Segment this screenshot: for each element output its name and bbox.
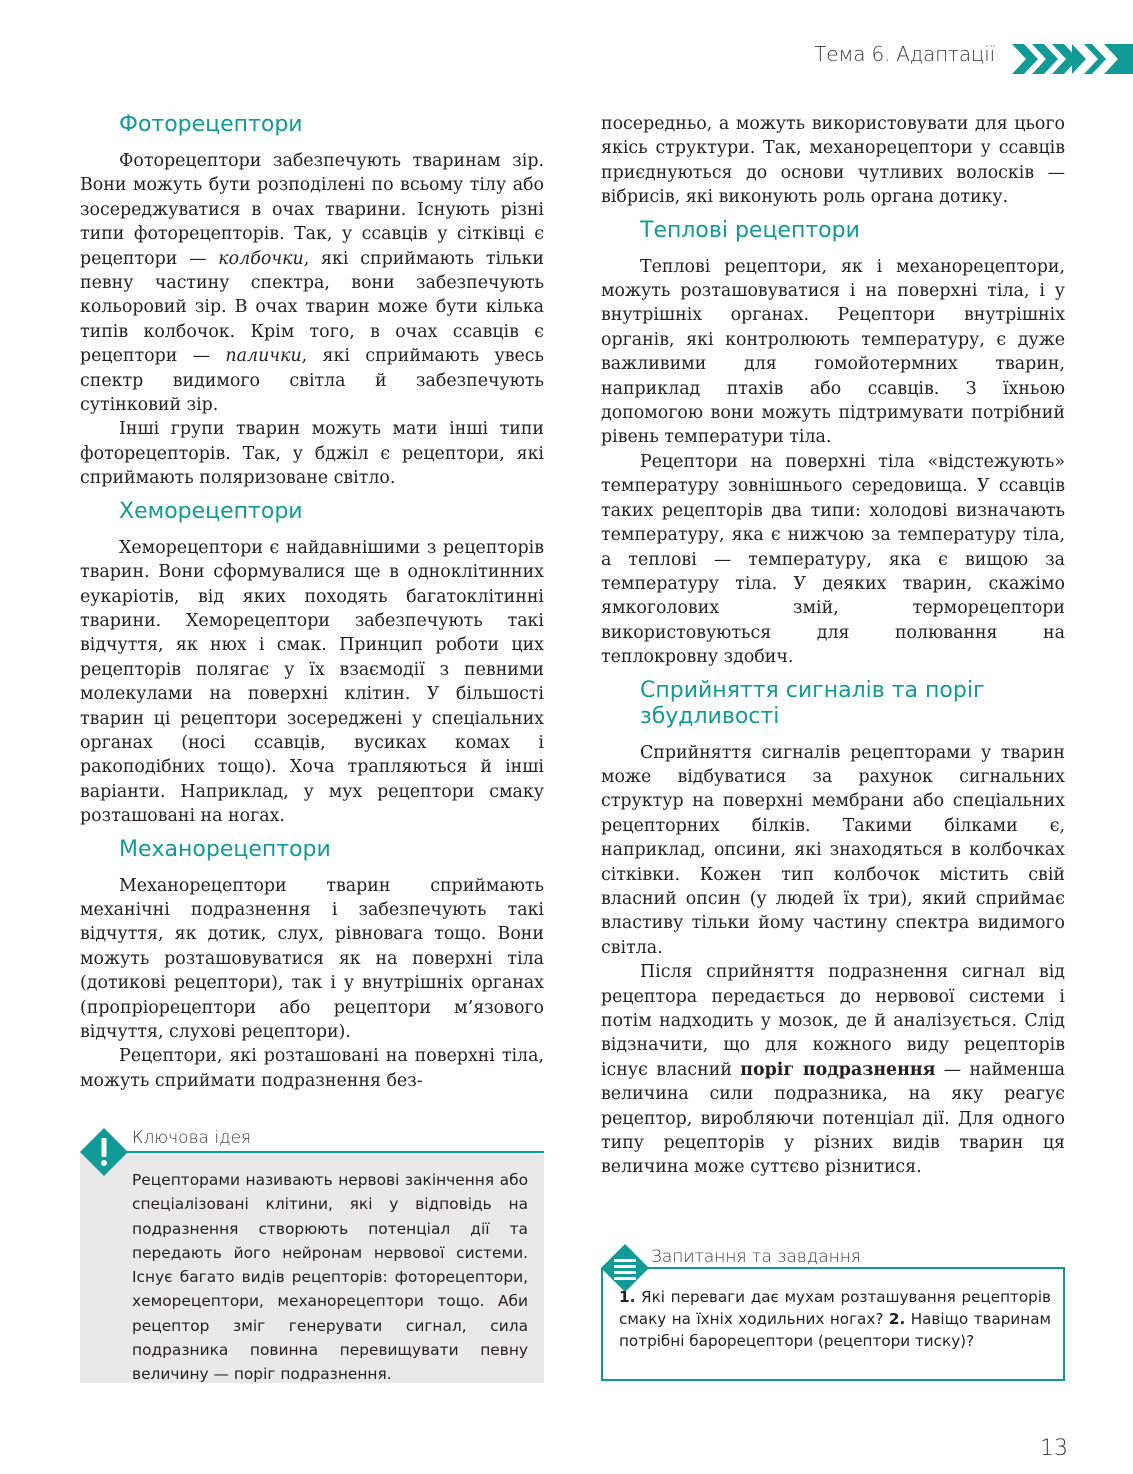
chapter-title: Тема 6. Адаптації: [814, 42, 995, 66]
questions-label: Запитання та завдання: [651, 1247, 861, 1267]
paragraph: Теплові рецептори, як і механорецептори, можуть розташовуватися і на поверхні тіла, і у внутрішніх органах. Рецептори внутрішніх органів, які контролюють температуру, є дуже важливими для гомойотермних тварин, наприклад птахів або ссавців. З їхньою допомогою вони можуть підтримувати потрібний рівень температури тіла.: [601, 256, 1065, 448]
section-heading-mechanoreceptors: Механорецептори: [119, 836, 331, 862]
chevrons-right-icon: [1012, 42, 1133, 76]
section-heading-chemoreceptors: Хеморецептори: [119, 498, 303, 524]
key-idea-text: Рецепторами називають нервові закінчення або спеціалізовані клітини, які у відповідь на подразнення створюють потенціал дії та передають його нейронам нервової системи. Існує багато видів рецепторів: фоторецептори, хеморецептори, механорецептори тощо. Аби рецептор зміг генерувати сигнал, сила подразника повинна перевищувати певну величину — поріг подразнення.: [132, 1171, 528, 1384]
paragraph: Інші групи тварин можуть мати інші типи фоторецепторів. Так, у бджіл є рецептори, які сприймають поляризоване світло.: [80, 419, 544, 489]
paragraph: Сприйняття сигналів рецепторами у тварин може відбуватися за рахунок сигнальних структур на поверхні мембрани або спеціальних рецепторних білків. Такими білками є, наприклад, опсини, які знаходяться в колбочках сітківки. Кожен тип колбочок містить свій власний опсин (у людей їх три), який сприймає властиву тільки йому частину спектра видимого світла.: [601, 742, 1065, 958]
left-column: [80, 112, 544, 1093]
paragraph: Рецептори на поверхні тіла «відстежують» температуру зовнішнього середовища. У ссавців таких рецепторів два типи: холодові визначають температуру, яка є нижчою за температуру тіла, а теплові — температуру, яка є вищою за температуру тіла. У деяких тварин, скажімо ямкоголових змій, терморецептори використовуються для полювання на теплокровну здобич.: [601, 451, 1065, 668]
key-idea-label: Ключова ідея: [132, 1128, 252, 1148]
paragraph: Хеморецептори є найдавнішими з рецепторів тварин. Вони сформувалися ще в одноклітинних еукаріотів, від яких походять багатоклітинні тварини. Хеморецептори забезпечують такі відчуття, як нюх і смак. Принцип роботи цих рецепторів полягає у їх взаємодії з певними молекулами на поверхні клітин. У більшості тварин ці рецептори зосереджені у спеціальних органах (носі ссавців, вусиках комах і ракоподібних тощо). Хоча трапляються й інші варіанти. Наприклад, у мух рецептори смаку розташовані на ногах.: [80, 537, 544, 827]
section-heading-perception: Сприйняття сигналів та поріг збудливості: [640, 677, 985, 729]
questions-text: 1. Які переваги дає мухам розташування рецепторів смаку на їхніх ходильних ногах? 2. Навіщо тваринам потрібні барорецептори (рецептори тиску)?: [619, 1288, 1051, 1350]
questions-rule: [641, 1267, 1065, 1269]
key-idea-rule: [120, 1151, 544, 1153]
paragraph: Рецептори, які розташовані на поверхні тіла, можуть сприймати подразнення без-: [80, 1046, 544, 1091]
section-heading-thermoreceptors: Теплові рецептори: [640, 217, 860, 243]
list-icon: [601, 1244, 649, 1292]
exclamation-icon: [80, 1128, 128, 1176]
key-idea-box: [80, 1128, 544, 1383]
page-number: 13: [1040, 1436, 1068, 1461]
paragraph: Після сприйняття подразнення сигнал від рецептора передається до нервової системи і потім надходить у мозок, де й аналізується. Слід відзначити, що для кожного виду рецепторів існує власний поріг подразнення — найменша величина сили подразника, на яку реагує рецептор, виробляючи потенціал дії. Для одного типу рецепторів у різних видів тварин ця величина може суттєво різнитися.: [601, 962, 1065, 1178]
paragraph: Механорецептори тварин сприймають механічні подразнення і забезпечують такі відчуття, як дотик, слух, рівновага тощо. Вони можуть розташовуватися як на поверхні тіла (дотикові рецептори), так і у внутрішніх органах (пропріорецептори або рецептори м’язового відчуття, слухові рецептори).: [80, 875, 544, 1042]
section-heading-photoreceptors: Фоторецептори: [119, 112, 303, 137]
questions-box: [601, 1244, 1065, 1382]
right-column: [601, 112, 1065, 1180]
paragraph: Фоторецептори забезпечують тваринам зір. Вони можуть бути розподілені по всьому тілу або зосереджуватися в очах тварини. Існують різні типи фоторецепторів. Так, у ссавців у сітківці є рецептори — колбочки, які сприймають тільки певну частину спектра, вони забезпечують кольоровий зір. В очах тварин може бути кілька типів колбочок. Крім того, в очах ссавців є рецептори — палички, які сприймають увесь спектр видимого світла й забезпечують сутінковий зір.: [80, 151, 544, 416]
paragraph-continuation: посередньо, а можуть використовувати для цього якісь структури. Так, механорецептори у ссавців приєднуються до основи чутливих волосків — вібрисів, які виконують роль органа дотику.: [601, 114, 1065, 208]
